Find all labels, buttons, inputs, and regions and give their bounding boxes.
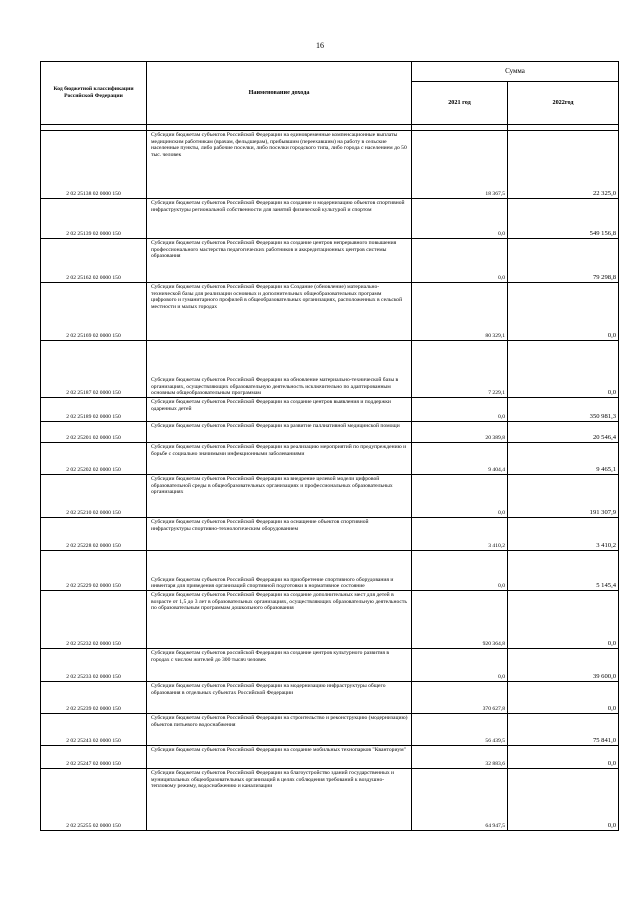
row-value-2022: 75 841,0 bbox=[508, 714, 619, 746]
row-name: Субсидии бюджетам субъектов Российской Федерации на строительство и реконструкцию (модернизацию) объектов питьевого водоснабжения bbox=[147, 714, 412, 746]
row-value-2022: 0,0 bbox=[508, 591, 619, 649]
row-value-2022: 79 298,8 bbox=[508, 239, 619, 283]
table-row bbox=[41, 591, 619, 649]
table-row bbox=[41, 283, 619, 341]
row-code: 2 02 25201 02 0000 150 bbox=[41, 422, 147, 443]
row-name: Субсидии бюджетам субъектов Российской Федерации на приобретение спортивного оборудования и инвентаря для приведения организаций спортивной подготовки в нормативное состояние bbox=[147, 551, 412, 591]
row-value-2022: 0,0 bbox=[508, 283, 619, 341]
row-value-2021: 9 404,4 bbox=[412, 443, 508, 475]
row-value-2022: 9 465,1 bbox=[508, 443, 619, 475]
row-value-2021: 0,0 bbox=[412, 475, 508, 518]
row-value-2022: 191 307,9 bbox=[508, 475, 619, 518]
header-sum: Сумма bbox=[412, 62, 619, 82]
table-row bbox=[41, 714, 619, 746]
table-row bbox=[41, 199, 619, 239]
row-value-2022: 0,0 bbox=[508, 746, 619, 769]
table-row bbox=[41, 682, 619, 714]
row-value-2021: 0,0 bbox=[412, 649, 508, 682]
row-code: 2 02 25210 02 0000 150 bbox=[41, 475, 147, 518]
row-code: 2 02 25247 02 0000 150 bbox=[41, 746, 147, 769]
row-value-2022: 22 325,0 bbox=[508, 131, 619, 199]
row-code: 2 02 25187 02 0000 150 bbox=[41, 341, 147, 398]
row-code: 2 02 25138 02 0000 150 bbox=[41, 131, 147, 199]
row-name: Субсидии бюджетам субъектов Российской Федерации на создание мобильных технопарков "Кванториум" bbox=[147, 746, 412, 769]
row-name: Субсидии бюджетам субъектов Российской Федерации на создание центров непрерывного повышения профессионального мастерства педагогических работников и аккредитационных центров системы образования bbox=[147, 239, 412, 283]
table-row bbox=[41, 398, 619, 422]
header-year-2021: 2021 год bbox=[412, 82, 508, 125]
row-code: 2 02 25228 02 0000 150 bbox=[41, 518, 147, 551]
row-code: 2 02 25232 02 0000 150 bbox=[41, 591, 147, 649]
row-code: 2 02 25189 02 0000 150 bbox=[41, 398, 147, 422]
row-code: 2 02 25139 02 0000 150 bbox=[41, 199, 147, 239]
row-code: 2 02 25239 02 0000 150 bbox=[41, 682, 147, 714]
header-code: Код бюджетной классификации Российской Федерации bbox=[41, 62, 147, 125]
row-name: Субсидии бюджетам субъектов российской Федерации на создание центров культурного развития в городах с числом жителей до 300 тысяч человек bbox=[147, 649, 412, 682]
row-value-2022: 3 410,2 bbox=[508, 518, 619, 551]
row-value-2022: 39 600,0 bbox=[508, 649, 619, 682]
page-number: 16 bbox=[316, 41, 324, 50]
table-row bbox=[41, 239, 619, 283]
row-value-2021: 32 883,6 bbox=[412, 746, 508, 769]
row-value-2021: 64 947,5 bbox=[412, 769, 508, 831]
row-value-2021: 0,0 bbox=[412, 239, 508, 283]
row-value-2021: 18 367,5 bbox=[412, 131, 508, 199]
row-name: Субсидии бюджетам субъектов Российской Федерации на создание дополнительных мест для детей в возрасте от 1,5 до 3 лет в образовательных организациях, осуществляющих образовательную деятельность по образовательным программам дошкольного образования bbox=[147, 591, 412, 649]
row-code: 2 02 25202 02 0000 150 bbox=[41, 443, 147, 475]
revenue-table bbox=[40, 61, 619, 831]
row-value-2022: 549 156,8 bbox=[508, 199, 619, 239]
row-value-2022: 20 546,4 bbox=[508, 422, 619, 443]
table-row bbox=[41, 341, 619, 398]
row-value-2021: 0,0 bbox=[412, 199, 508, 239]
row-value-2021: 56 439,5 bbox=[412, 714, 508, 746]
row-code: 2 02 25162 02 0000 150 bbox=[41, 239, 147, 283]
row-value-2022: 0,0 bbox=[508, 769, 619, 831]
row-name: Субсидии бюджетам субъектов Российской Федерации на создание центров выявления и поддержки одаренных детей bbox=[147, 398, 412, 422]
row-value-2021: 370 627,8 bbox=[412, 682, 508, 714]
row-value-2021: 80 329,1 bbox=[412, 283, 508, 341]
table-row bbox=[41, 746, 619, 769]
row-name: Субсидии бюджетам субъектов Российской Федерации на создание и модернизацию объектов спортивной инфраструктуры региональной собственности для занятий физической культурой и спортом bbox=[147, 199, 412, 239]
table-row bbox=[41, 649, 619, 682]
row-code: 2 02 25255 02 0000 150 bbox=[41, 769, 147, 831]
header-year-2022: 2022год bbox=[508, 82, 619, 125]
row-name: Субсидии бюджетам субъектов Российской Федерации на модернизацию инфраструктуры общего образования в отдельных субъектах Российской Федерации bbox=[147, 682, 412, 714]
row-value-2022: 0,0 bbox=[508, 682, 619, 714]
row-code: 2 02 25233 02 0000 150 bbox=[41, 649, 147, 682]
table-row bbox=[41, 518, 619, 551]
row-value-2021: 3 410,2 bbox=[412, 518, 508, 551]
table-row bbox=[41, 769, 619, 831]
table-row bbox=[41, 475, 619, 518]
row-name: Субсидии бюджетам субъектов Российской Федерации на единовременные компенсационные выплаты медицинским работникам (врачам, фельдшерам), прибывшим (переехавшим) на работу в сельские населенные пункты, либо рабочие поселки, либо поселки городского типа, либо города с населением до 50 тыс. человек bbox=[147, 131, 412, 199]
row-name: Субсидии бюджетам субъектов Российской Федерации на внедрение целевой модели цифровой образовательной среды в общеобразовательных организациях и профессиональных образовательных организациях bbox=[147, 475, 412, 518]
row-value-2022: 350 981,3 bbox=[508, 398, 619, 422]
row-code: 2 02 25243 02 0000 150 bbox=[41, 714, 147, 746]
row-value-2021: 7 229,1 bbox=[412, 341, 508, 398]
table-row bbox=[41, 443, 619, 475]
table-row bbox=[41, 551, 619, 591]
row-name: Субсидии бюджетам субъектов Российской Федерации на оснащение объектов спортивной инфраструктуры спортивно-технологическим оборудованием bbox=[147, 518, 412, 551]
row-code: 2 02 25229 02 0000 150 bbox=[41, 551, 147, 591]
row-name: Субсидии бюджетам субъектов Российской Федерации на благоустройство зданий государственных и муниципальных общеобразовательных организаций в целях соблюдения требований к воздушно-тепловому режиму, водоснабжению и канализации bbox=[147, 769, 412, 831]
row-value-2021: 0,0 bbox=[412, 398, 508, 422]
header-name: Наименование дохода bbox=[147, 62, 412, 125]
row-value-2022: 0,0 bbox=[508, 341, 619, 398]
row-value-2021: 20 389,8 bbox=[412, 422, 508, 443]
row-name: Субсидии бюджетам субъектов Российской Федерации на развитие паллиативной медицинской помощи bbox=[147, 422, 412, 443]
row-value-2021: 920 364,8 bbox=[412, 591, 508, 649]
row-value-2022: 5 145,4 bbox=[508, 551, 619, 591]
row-value-2021: 0,0 bbox=[412, 551, 508, 591]
table-row bbox=[41, 131, 619, 199]
table-row bbox=[41, 422, 619, 443]
row-name: Субсидии бюджетам субъектов Российской Федерации на реализацию мероприятий по предупреждению и борьбе с социально значимыми инфекционными заболеваниями bbox=[147, 443, 412, 475]
row-name: Субсидии бюджетам субъектов Российской Федерации на Создание (обновление) материально-технической базы для реализации основных и дополнительных общеобразовательных программ цифрового и гуманитарного профилей в общеобразовательных организациях, расположенных в сельской местности и малых городах bbox=[147, 283, 412, 341]
row-code: 2 02 25169 02 0000 150 bbox=[41, 283, 147, 341]
row-name: Субсидии бюджетам субъектов Российской Федерации на обновление материально-технической базы в организациях, осуществляющих образовательную деятельность исключительно по адаптированным основным общеобразовательным программам bbox=[147, 341, 412, 398]
